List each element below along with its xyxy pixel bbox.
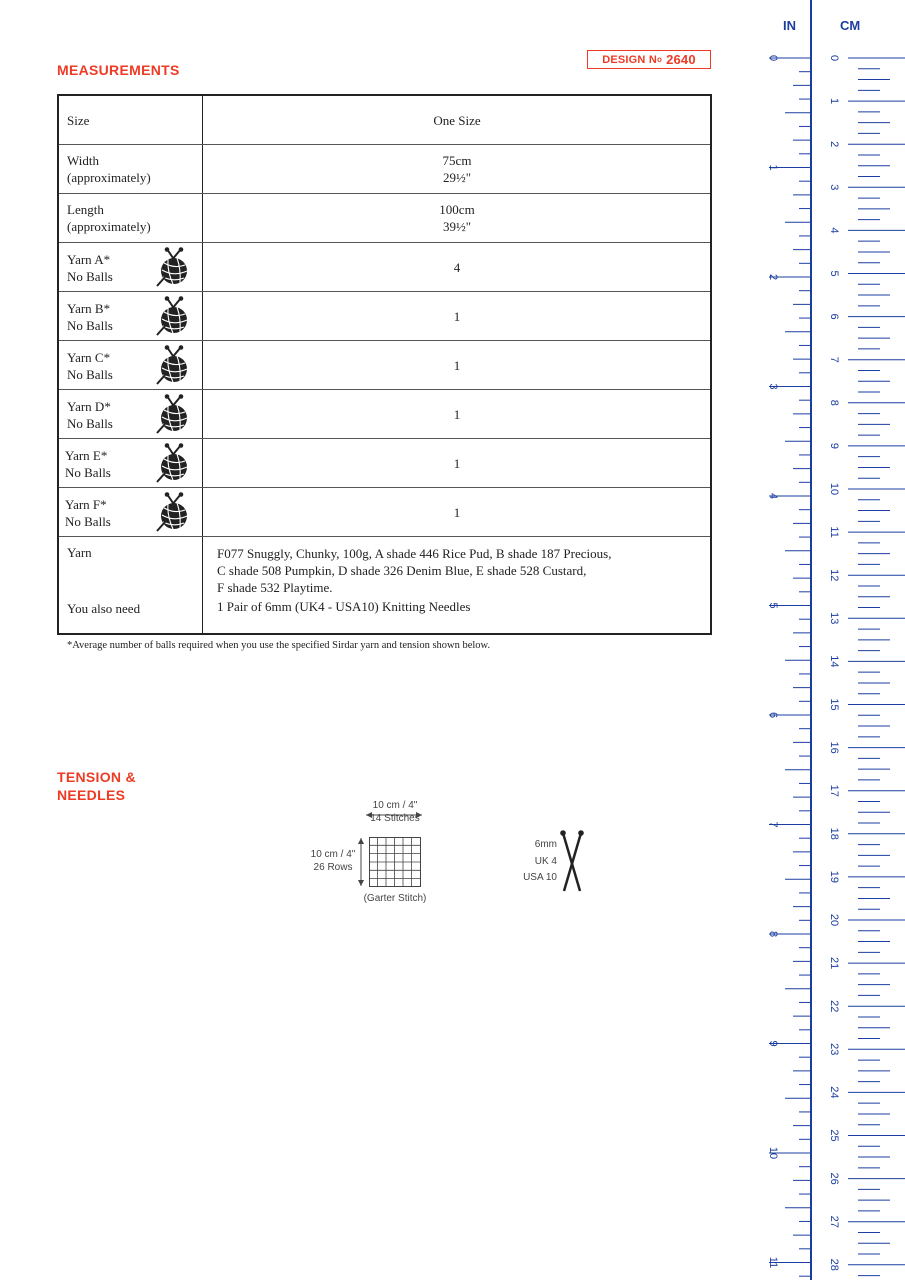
width-label xyxy=(67,152,151,186)
table-row-width xyxy=(59,145,710,194)
cm-number: 23 xyxy=(828,1043,840,1056)
design-sup: o xyxy=(656,55,663,64)
cm-number: 17 xyxy=(828,784,840,797)
cm-number: 27 xyxy=(828,1215,840,1228)
measurements-heading: MEASUREMENTS xyxy=(57,62,180,78)
table-row-yarn xyxy=(59,243,710,292)
width-value-2: 29½" xyxy=(442,170,472,185)
size-value: One Size xyxy=(433,113,481,128)
yarn-label xyxy=(67,300,113,334)
tension-rows: 26 Rows xyxy=(313,862,353,873)
width-label-2: (approximately) xyxy=(67,170,151,185)
cm-number: 19 xyxy=(828,870,840,884)
cm-number: 9 xyxy=(828,442,840,449)
design-number: 2640 xyxy=(666,52,696,67)
length-value-2: 39½" xyxy=(442,219,472,234)
ruler-in-label: IN xyxy=(783,18,796,33)
cm-number: 8 xyxy=(828,399,840,406)
yarn-ball-icon xyxy=(153,443,189,483)
cm-number: 16 xyxy=(828,741,840,754)
cm-number: 6 xyxy=(828,313,840,320)
tension-heading-line-1: TENSION & xyxy=(57,769,136,785)
cm-number: 15 xyxy=(828,698,840,711)
inch-number: 11 xyxy=(767,1256,779,1269)
ruler-scale xyxy=(740,0,905,1280)
yarn-balls-label: No Balls xyxy=(65,514,111,529)
yarn-ball-icon xyxy=(153,394,189,434)
cm-number: 18 xyxy=(828,827,840,840)
yarn-ball-count: 1 xyxy=(453,407,461,422)
yarn-name: Yarn E* xyxy=(65,448,108,463)
cm-number: 10 xyxy=(828,482,840,496)
inch-number: 2 xyxy=(767,273,779,281)
width-value xyxy=(204,152,710,186)
yarn-label xyxy=(65,447,111,481)
cm-number: 7 xyxy=(828,356,840,363)
stitch-type: (Garter Stitch) xyxy=(363,893,427,904)
inch-number: 5 xyxy=(767,602,779,609)
cm-number: 21 xyxy=(828,956,840,970)
table-row-yarn-details xyxy=(59,537,710,633)
size-label: Size xyxy=(67,113,90,128)
table-row-size xyxy=(59,96,710,145)
cm-number: 20 xyxy=(828,913,840,927)
yarn-name: Yarn F* xyxy=(65,497,107,512)
yarn-label xyxy=(67,349,113,383)
table-row-yarn xyxy=(59,488,710,537)
table-row-yarn xyxy=(59,341,710,390)
design-label: DESIGN N xyxy=(602,53,657,66)
inch-number: 3 xyxy=(767,383,779,390)
yarn-ball-icon xyxy=(153,247,189,287)
cm-number: 2 xyxy=(828,141,840,148)
inch-number: 6 xyxy=(767,711,779,719)
table-row-yarn xyxy=(59,292,710,341)
yarn-ball-count: 1 xyxy=(453,505,461,520)
yarn-label xyxy=(65,496,111,530)
cm-number: 28 xyxy=(828,1258,840,1271)
tension-grid-icon xyxy=(369,837,421,887)
yarn-label xyxy=(67,398,113,432)
cm-number: 1 xyxy=(828,98,840,105)
measurements-table xyxy=(57,94,712,635)
table-row-yarn xyxy=(59,439,710,488)
needle-uk: UK 4 xyxy=(534,856,557,867)
yarn-name: Yarn C* xyxy=(67,350,111,365)
yarn-name: Yarn A* xyxy=(67,252,111,267)
needle-metric: 6mm xyxy=(534,839,557,850)
yarn-ball-count: 4 xyxy=(453,260,461,275)
yarn-ball-icon xyxy=(153,492,189,532)
yarn-label: Yarn xyxy=(67,545,92,560)
yarn-description xyxy=(217,545,611,596)
ruler xyxy=(740,0,905,1280)
yarn-balls-label: No Balls xyxy=(67,367,113,382)
yarn-desc-line-3: F shade 532 Playtime. xyxy=(217,580,333,595)
footnote: *Average number of balls required when you use the specified Sirdar yarn and tension shown below. xyxy=(67,640,491,651)
yarn-ball-icon xyxy=(153,345,189,385)
knitting-needles-icon xyxy=(560,829,584,893)
cm-number: 5 xyxy=(828,270,840,277)
cm-number: 25 xyxy=(828,1129,840,1142)
length-value-1: 100cm xyxy=(439,202,475,217)
length-label-1: Length xyxy=(67,202,104,217)
yarn-balls-label: No Balls xyxy=(67,269,113,284)
inch-number: 4 xyxy=(767,492,779,500)
width-value-1: 75cm xyxy=(442,153,472,168)
needle-usa: USA 10 xyxy=(523,872,557,883)
tension-heading-line-2: NEEDLES xyxy=(57,787,126,803)
ruler-cm-label: CM xyxy=(840,18,861,33)
yarn-ball-count: 1 xyxy=(453,358,461,373)
yarn-balls-label: No Balls xyxy=(65,465,111,480)
design-number-box xyxy=(587,50,711,69)
yarn-name: Yarn B* xyxy=(67,301,111,316)
also-need-description: 1 Pair of 6mm (UK4 - USA10) Knitting Needles xyxy=(217,599,471,614)
yarn-balls-label: No Balls xyxy=(67,416,113,431)
inch-number: 9 xyxy=(767,1040,779,1047)
tension-width-text: 10 cm / 4" xyxy=(372,800,418,811)
yarn-balls-label: No Balls xyxy=(67,318,113,333)
height-arrow-icon xyxy=(356,836,366,888)
inch-number: 0 xyxy=(767,54,779,62)
table-row-length xyxy=(59,194,710,243)
cm-number: 22 xyxy=(828,1000,840,1013)
cm-number: 0 xyxy=(828,54,840,62)
cm-number: 12 xyxy=(828,569,840,582)
inch-number: 7 xyxy=(767,821,779,828)
length-value xyxy=(204,201,710,235)
yarn-ball-count: 1 xyxy=(453,309,461,324)
inch-number: 8 xyxy=(767,930,779,938)
cm-number: 26 xyxy=(828,1172,840,1185)
width-label-1: Width xyxy=(67,153,99,168)
cm-number: 4 xyxy=(828,227,840,234)
yarn-desc-line-2: C shade 508 Pumpkin, D shade 326 Denim Blue, E shade 528 Custard, xyxy=(217,563,587,578)
yarn-ball-count: 1 xyxy=(453,456,461,471)
cm-number: 13 xyxy=(828,612,840,625)
tension-heading xyxy=(57,768,136,804)
cm-number: 24 xyxy=(828,1086,840,1099)
yarn-label xyxy=(67,251,113,285)
cm-number: 11 xyxy=(828,526,840,538)
length-label xyxy=(67,201,151,235)
table-row-yarn xyxy=(59,390,710,439)
yarn-ball-icon xyxy=(153,296,189,336)
tension-height-text: 10 cm / 4" xyxy=(310,849,356,860)
cm-number: 3 xyxy=(828,184,840,191)
inch-number: 10 xyxy=(767,1146,779,1160)
length-label-2: (approximately) xyxy=(67,219,151,234)
cm-number: 14 xyxy=(828,655,840,668)
inch-number: 1 xyxy=(767,164,779,171)
yarn-desc-line-1: F077 Snuggly, Chunky, 100g, A shade 446 Rice Pud, B shade 187 Precious, xyxy=(217,546,612,561)
yarn-name: Yarn D* xyxy=(67,399,111,414)
tension-stitches: 14 Stitches xyxy=(370,813,420,824)
also-need-label: You also need xyxy=(67,601,141,616)
